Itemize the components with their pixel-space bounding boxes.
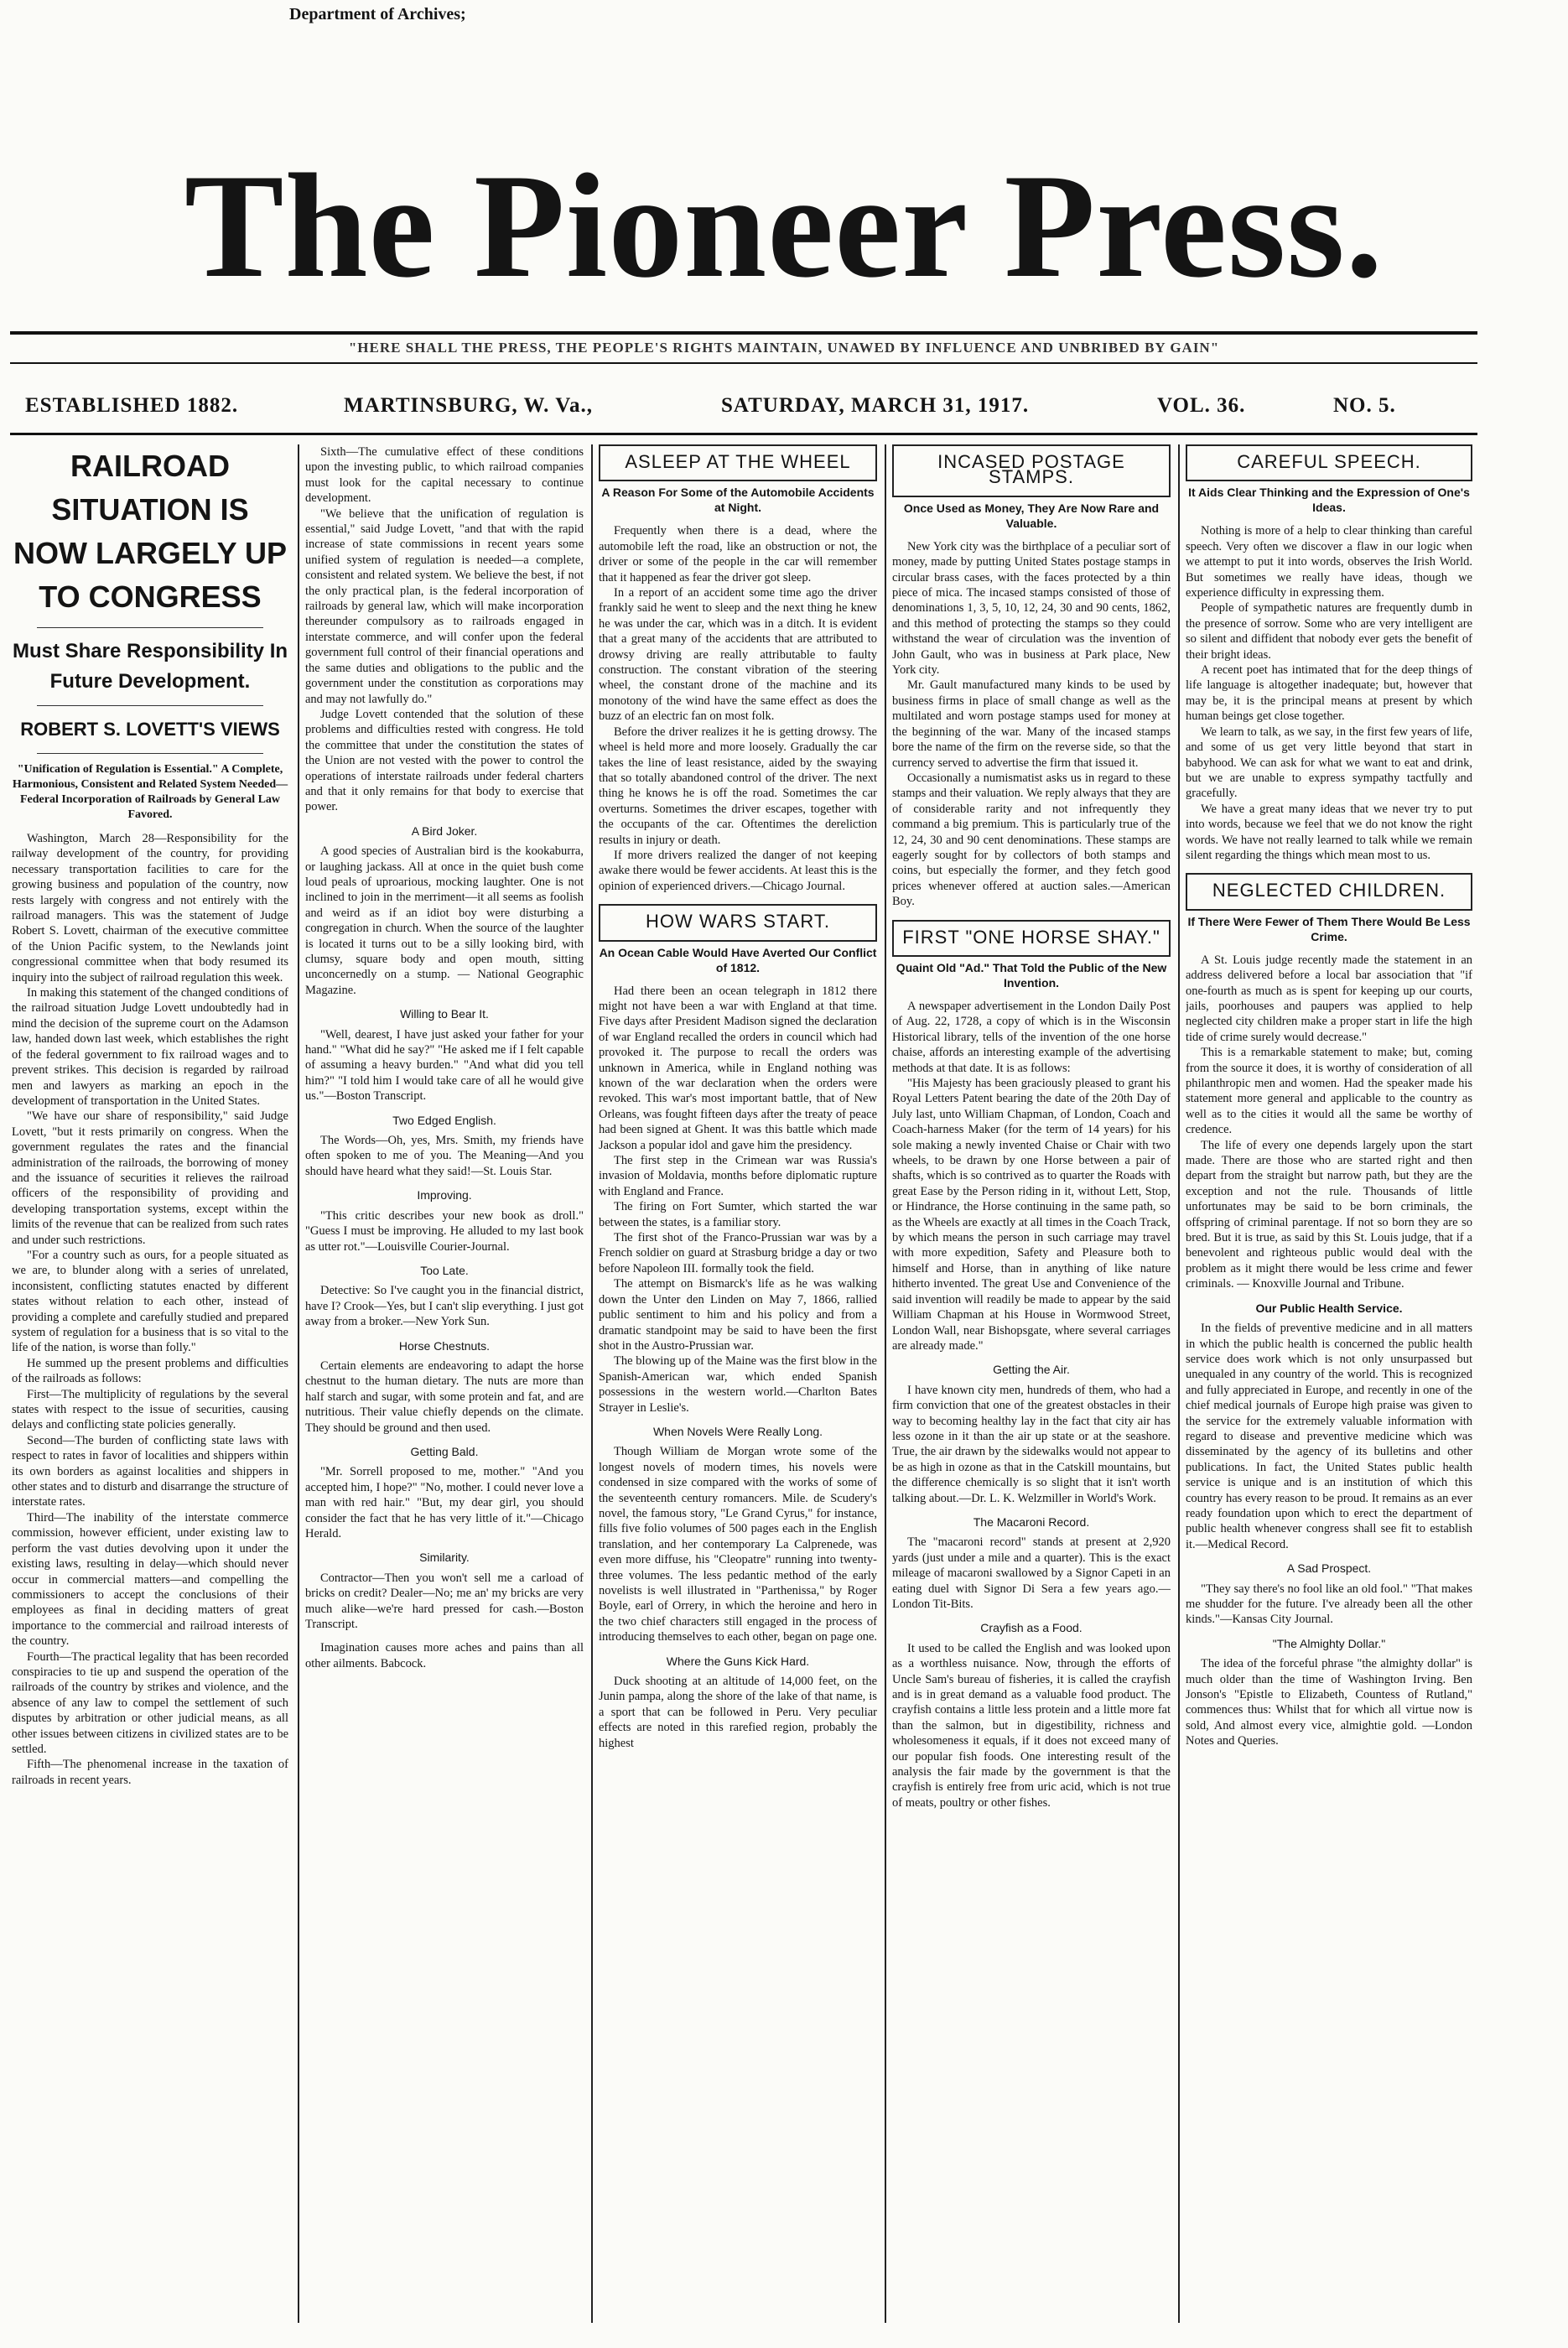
- paragraph: Nothing is more of a help to clear thinking than careful speech. Very often we discover a flaw in our logic when we attempt to put it into words, observes the Irish World. But sometimes we really have ideas, though we experience difficulty in expressing them.: [1186, 524, 1472, 600]
- item-title: A Bird Joker.: [411, 823, 478, 838]
- paragraph: The firing on Fort Sumter, which started the war between the states, is a familiar story.: [599, 1200, 877, 1229]
- col3-headline2-box: [599, 904, 877, 941]
- paragraph: Judge Lovett contended that the solution of these problems and difficulties rested with congress. He told the committee that under the constitution the states of the Union are not vested with the power to control the operations of interstate railroads under federal charters and that it only remains for that body to exercise that power.: [305, 707, 584, 814]
- item-title: Getting Bald.: [410, 1444, 479, 1458]
- motto: "HERE SHALL THE PRESS, THE PEOPLE'S RIGHTS MAINTAIN, UNAWED BY INFLUENCE AND UNBRIBED BY GAIN": [348, 340, 1220, 356]
- col1-byline: ROBERT S. LOVETT'S VIEWS: [20, 719, 280, 740]
- item-text: The idea of the forceful phrase "the almighty dollar" is much older than the time of Washington Irving. Ben Jonson's "Epistle to Elizabeth, Countess of Rutland," commences thus: Whilst that for which all virtue now is sold, And almost every vice, almightie gold. —London Notes and Queries.: [1186, 1657, 1472, 1748]
- col5-headline: CAREFUL SPEECH.: [1237, 451, 1421, 472]
- item-title: Too Late.: [420, 1263, 469, 1277]
- col4-deck2: Quaint Old "Ad." That Told the Public of the New Invention.: [896, 960, 1167, 990]
- dateline: [25, 394, 1484, 428]
- col5-headline2-box: [1186, 873, 1472, 910]
- item-title: Willing to Bear It.: [400, 1007, 489, 1021]
- paragraph: If more drivers realized the danger of not keeping awake there would be fewer accidents. At least this is the opinion of experienced drivers.—Chicago Journal.: [599, 848, 877, 893]
- item-title: Improving.: [417, 1188, 472, 1203]
- column-divider: [1178, 444, 1180, 2323]
- col3-deck: A Reason For Some of the Automobile Accidents at Night.: [601, 486, 875, 515]
- paragraph: Mr. Gault manufactured many kinds to be used by business firms in place of small change as well as the multilated and worn postage stamps used for money at the beginning of the war. Many of the incased stamps bore the name of the firm on the reverse side, so that the currency served to advertise the firm that issued it.: [892, 678, 1171, 770]
- col4-deck: Once Used as Money, They Are Now Rare and Valuable.: [903, 501, 1160, 530]
- paragraph: Fifth—The phenomenal increase in the taxation of railroads in recent years.: [12, 1758, 288, 1787]
- paragraph: We have a great many ideas that we never try to put into words, because we feel that we do not know the right words. We have not really learned to talk while we remain silent regarding the things which mean most to us.: [1186, 802, 1472, 862]
- paragraph: Third—The inability of the interstate commerce commission, however efficient, under existing law to perform the vast duties devolving upon it under the existing laws, resulting in delay—which should never occur in commercial matters—and compelling the commissioners to accept the conclusions of their employees as final in deciding matters of great importance to the commercial and railroad interests of the country.: [12, 1510, 288, 1649]
- column-divider: [591, 444, 593, 2323]
- item-title: Crayfish as a Food.: [980, 1621, 1083, 1635]
- paragraph: Occasionally a numismatist asks us in regard to these stamps and their valuation. We reply always that they are of considerable rarity and not infrequently they command a big premium. This is particularly true of the 12, 24, 30 and 90 cent denominations. These stamps are eagerly sought for by collectors of both stamps and coins, but especially the former, and they fetch good prices whenever offered at auction sales.—American Boy.: [892, 771, 1171, 909]
- paragraph: "We have our share of responsibility," said Judge Lovett, "but it rests primarily on congress. When the government regulates the rates and the financial administration of the railroads, the borrowing of money and the issuance of securities it relieves the railroad officers of the responsibility of providing and developing transportation systems, except within the limits of the revenue that can be realized from such rates and under such restrictions.: [12, 1109, 288, 1247]
- column-3: [599, 444, 877, 2331]
- item-text: Imagination causes more aches and pains than all other ailments. Babcock.: [305, 1641, 584, 1670]
- col3-deck2: An Ocean Cable Would Have Averted Our Conflict of 1812.: [599, 945, 877, 974]
- place: MARTINSBURG, W. Va.,: [344, 394, 593, 417]
- col3-headline-box: [599, 444, 877, 481]
- column-divider: [298, 444, 299, 2323]
- item-text: I have known city men, hundreds of them, who had a firm conviction that one of the greatest obstacles in their way to becoming healthy lay in the fact that city air has less ozone in it than the air up state or at the seashore. True, the air drawn by the sidewalks would not appear to be as high in ozone as that in the Catskill mountains, but the difference chemically is so slight that it isn't worth talking about.—Dr. L. K. Welzmiller in World's Work.: [892, 1383, 1171, 1505]
- col4-headline-box: [892, 444, 1171, 497]
- item-text: The "macaroni record" stands at present at 2,920 yards (just under a mile and a quarter). This is the exact mileage of macaroni swallowed by a Signor Capeti in an eating duel with Signor Di Sera a few years ago.—London Tit-Bits.: [892, 1535, 1171, 1611]
- volume: VOL. 36.: [1157, 394, 1246, 417]
- paragraph: Washington, March 28—Responsibility for the railway development of the country, for providing necessary transportation facilities to care for the growing business and population of the country, now rests largely with congress and not entirely with the railroad managers. This was the statement of Judge Robert S. Lovett, chairman of the executive committee of the Union Pacific system, to the Newlands joint congressional committee when that body resumed its inquiry into the subject of railroad regulation this week.: [12, 832, 288, 984]
- col4-headline: INCASED POSTAGE STAMPS.: [937, 451, 1125, 488]
- paragraph: He summed up the present problems and difficulties of the railroads as follows:: [12, 1356, 288, 1386]
- column-1: [12, 444, 288, 2331]
- item-text: Contractor—Then you won't sell me a carload of bricks on credit? Dealer—No; me an' my bricks are very much alike—we're hard pressed for cash.—Boston Transcript.: [305, 1571, 584, 1632]
- paragraph: In a report of an accident some time ago the driver frankly said he went to sleep and the next thing he knew he was under the car, which was in a ditch. It is evident that a great many of the accidents that are attributed to drowsy driving are really attributable to faulty construction. The constant vibration of the steering wheel, the constant drone of the machine and its monotony of the wind have the same effect as does the buzz of an electric fan on most folk.: [599, 586, 877, 724]
- paragraph: Before the driver realizes it he is getting drowsy. The wheel is held more and more loosely. Gradually the car takes the line of least resistance, aided by the swaying that so totally abandoned control of the driver. The next thing he knows he is off the road. Sometimes the car overturns. Sometimes the driver escapes, together with the occupants of the car. Oftentimes the dereliction results in injury or death.: [599, 725, 877, 847]
- archive-stamp: Department of Archives;: [289, 5, 466, 23]
- paragraph: People of sympathetic natures are frequently dumb in the presence of sorrow. Some who are very intelligent are so silent and diffident that nobody ever gets the benefit of their bright ideas.: [1186, 601, 1472, 662]
- paragraph: The blowing up of the Maine was the first blow in the Spanish-American war, which ended Spanish possessions in the western world.—Charlton Bates Strayer in Leslie's.: [599, 1354, 877, 1415]
- item-title: The Macaroni Record.: [973, 1514, 1090, 1529]
- paragraph: The first step in the Crimean war was Russia's invasion of Moldavia, months before diplomatic rupture with England and France.: [599, 1154, 877, 1198]
- dateline-rule: [10, 433, 1477, 435]
- item-text: Detective: So I've caught you in the financial district, have I? Crook—Yes, but I can't slip everything. I just got away from a broker.—New York Sun.: [305, 1284, 584, 1329]
- motto-rule-top: [10, 331, 1477, 335]
- col4-headline2-box: [892, 920, 1171, 957]
- column-2: [305, 444, 584, 2331]
- item-text: "Mr. Sorrell proposed to me, mother." "And you accepted him, I hope?" "No, mother. I could never love a man with red hair." "But, my dear girl, you should consider the fact that he has very little of it."—Chicago Herald.: [305, 1465, 584, 1540]
- item-text: The Words—Oh, yes, Mrs. Smith, my friends have often spoken to me of you. The Meaning—And you should have heard what they said!—St. Louis Star.: [305, 1134, 584, 1178]
- paragraph: "His Majesty has been graciously pleased to grant his Royal Letters Patent bearing the date of the 20th Day of July last, unto William Chapman, of London, Coach and Coach-harness Maker (for the term of 14 years) for his sole making a newly invented Chaise or Chair with two wheels, to be drawn by one Horse between a pair of shafts, which is so contrived as to quarter the Roads with great Ease by the Person riding in it, without Lett, Stop, or Hindrance, the Horse continuing in the same path, so as the Wheels are exactly at all times in the Coach Track, by which means the person in such carriage may travel with more expedition, Safety and Pleasure both to himself and Horse, than in anything of like nature hitherto invented. The great Use and Convenience of the said invention will readily be made to appear by the said William Chapman at his House in Wormwood Street, London Wall, near Bishopsgate, where several carriages are already made.": [892, 1077, 1171, 1353]
- column-4: [892, 444, 1171, 2331]
- motto-rule-bottom: [10, 362, 1477, 364]
- item-text: Though William de Morgan wrote some of the longest novels of modern times, his novels were condensed in size compared with the works of some of the seventeenth century romancers. Mile. de Scudery's novel, the famous story, "Le Grand Cyrus," for instance, fills five folio volumes of 500 pages each in the English translation, and her contemporary La Calprenede, was even more diffuse, his "Cleopatre" running into twenty-three volumes. The less pedantic method of the early novelists is well illustrated in "Parthenissa," by Roger Boyle, earl of Orrery, in which the heroine and hero in the two chief characters still engaged in the process of introducing themselves to each other, began on page one.: [599, 1445, 877, 1644]
- paragraph: Fourth—The practical legality that has been recorded conspiracies to tie up and suspend the operation of the railroads of the country by strikes and violence, and the absence of any law to compel the settlement of such disputes by arbitration or other judicial means, as all other issues between citizens in civilized states are to be settled.: [12, 1649, 288, 1756]
- issue-number: NO. 5.: [1333, 394, 1396, 417]
- paragraph: Second—The burden of conflicting state laws with respect to rates in favor of localities and shippers within its own borders as against localities and shippers in other states and to disturb and disarrange the structure of interstate rates.: [12, 1433, 288, 1509]
- item-title: Getting the Air.: [993, 1363, 1070, 1377]
- paragraph: A newspaper advertisement in the London Daily Post of Aug. 22, 1728, a copy of which is in the Wisconsin Historical library, tells of the invention of the one horse chaise, affords an interesting example of the advertising methods at that date. It is as follows:: [892, 999, 1171, 1075]
- column-divider: [885, 444, 886, 2323]
- item-text: "This critic describes your new book as droll." "Guess I must be improving. He alluded to my last book as utter rot."—Louisville Courier-Journal.: [305, 1208, 584, 1254]
- paragraph: The life of every one depends largely upon the start made. There are those who are started right and then depart from the straight but narrow path, but they are the exception and not the rule. Thousands of little unfortunates may be said to be born criminals, the offspring of criminal parentage. If not so born they are so bred. But it is true, as said by this St. Louis judge, that if a benevolent and righteous public would deal with the problem as it might there would be less crime and fewer criminals. — Knoxville Journal and Tribune.: [1186, 1138, 1472, 1291]
- paragraph: A St. Louis judge recently made the statement in an address delivered before a local bar association that "if one-fourth as much as is spent for keeping up our courts, jails, poorhouses and paupers was applied to help neglected city children make a proper start in life the high tide of crime surely would decrease.": [1186, 953, 1472, 1044]
- item-text: Certain elements are endeavoring to adapt the horse chestnut to the human dietary. The nuts are more than half starch and sugar, with some protein and fat, and are nutritious. Their value chiefly depends on the climate. They should be ground and then used.: [305, 1358, 584, 1435]
- item-title: Where the Guns Kick Hard.: [666, 1654, 810, 1668]
- paragraph: First—The multiplicity of regulations by the several states with respect to the issue of securities, causing delays and conflicting state policies generally.: [12, 1387, 288, 1432]
- paragraph: New York city was the birthplace of a peculiar sort of money, made by putting United States postage stamps in circular brass cases, with the faces protected by a thin piece of mica. The incased stamps consisted of those of denominations 1, 3, 5, 10, 12, 24, 30 and 90 cents, 1862, and this method of protecting the stamps so they could withstand the wear of circulation was the invention of John Gault, who was in business at Park place, New York city.: [892, 539, 1171, 678]
- col3-headline: ASLEEP AT THE WHEEL: [625, 451, 851, 472]
- item-title: Horse Chestnuts.: [398, 1338, 491, 1353]
- paragraph: Had there been an ocean telegraph in 1812 there might not have been a war with England at that time. Five days after President Madison signed the declaration of war England recalled the orders in council which had provoked it. The purpose to recall the orders was unknown in America, while in England nothing was known of the war declaration when the orders were revoked. This war's most important battle, that of New Orleans, was fought fifteen days after the treaty of peace had been signed at Ghent. It was this battle which made Jackson a popular idol and gave him the presidency.: [599, 984, 877, 1152]
- paragraph: We learn to talk, as we say, in the first few years of life, and some of us get very little beyond that start in babyhood. We can ask for what we want to eat and drink, but we are unable to express sympathy tactfully and gracefully.: [1186, 725, 1472, 801]
- col1-body: [12, 831, 288, 1788]
- col5-headline2: NEGLECTED CHILDREN.: [1212, 880, 1446, 901]
- masthead: The Pioneer Press.: [184, 143, 1384, 309]
- paragraph: Frequently when there is a dead, where the automobile left the road, like an obstruction or not, the driver or some of the people in the car will remember that it happened as fear the driver got sleep.: [599, 524, 877, 584]
- item-text: "They say there's no fool like an old fool." "That makes me shudder for the future. I've already been all the other kinds."—Kansas City Journal.: [1186, 1582, 1472, 1627]
- item-text: In the fields of preventive medicine and in all matters in which the public health is concerned the public health service does work which is not only unsurpassed but unequaled in any country of the world. This is recognized and fully appreciated in Europe, and recently in one of the chief medical journals of Europe high praise was given to the service for the extremely valuable information with regard to disease and preventive medicine which was disseminated by the agency of its bulletins and other publications. In fact, the United States public health service is unique and is an institution of which this country has every reason to be proud. It remains as an ever ready foundation upon which to erect the department of public health whenever congress shall see fit to establish it.—Medical Record.: [1186, 1322, 1472, 1551]
- paragraph: This is a remarkable statement to make; but, coming from the source it does, it is worthy of consideration of all philanthropic men and women. Had the speaker made his statement more general and applicable to the country as well as to the cities it would all the same be worthy of credence.: [1186, 1046, 1472, 1137]
- item-title: Similarity.: [419, 1551, 470, 1565]
- item-text: It used to be called the English and was looked upon as a worthless nuisance. Now, through the efforts of Uncle Sam's bureau of fisheries, it is called the crayfish and is in great demand as a valuable food product. The crayfish contains a little less protein and a little more fat than the salmon, but in digestibility, richness and wholesomeness it equals, if it does not exceed many of our popular fish foods. One interesting result of the analysis the fair made by the government is that the crayfish is entirely free from uric acid, which is not true of meats, poultry or other fishes.: [892, 1641, 1171, 1810]
- col1-subhead: Must Share Responsibility In Future Development.: [12, 640, 288, 693]
- col1-deck: "Unification of Regulation is Essential." A Complete, Harmonious, Consistent and Related System Needed—Federal Incorporation of Railroads by General Law Favored.: [12, 763, 288, 821]
- paragraph: The first shot of the Franco-Prussian war was by a French soldier on guard at Strasburg bridge a day or two before Napoleon III. formally took the field.: [599, 1231, 877, 1275]
- col5-deck2: If There Were Fewer of Them There Would Be Less Crime.: [1187, 914, 1471, 943]
- col1-headline: RAILROAD SITUATION IS NOW LARGELY UP TO CONGRESS: [13, 449, 288, 614]
- paragraph: Sixth—The cumulative effect of these conditions upon the investing public, to which railroad companies must look for the capital necessary to continue development.: [305, 445, 584, 506]
- col5-deck: It Aids Clear Thinking and the Expression of One's Ideas.: [1188, 486, 1470, 515]
- item-title: A Sad Prospect.: [1286, 1561, 1372, 1576]
- paragraph: A recent poet has intimated that for the deep things of life language is altogether inadequate; but, however that may be, it is the principal means at present by which human beings get close together.: [1186, 663, 1472, 724]
- item-text: A good species of Australian bird is the kookaburra, or laughing jackass. All at once in the quiet bush come loud peals of uproarious, mocking laughter. One is not inclined to join in the merriment—it all seems as foolish and weird as if an idiot boy were disturbing a congregation in church. When the source of the laughter is located it turns out to be a silly looking bird, with clumsy, square body and open mouth, sitting unconcernedly on a stump. — National Geographic Magazine.: [305, 844, 584, 997]
- paragraph: "For a country such as ours, for a people situated as we are, to blunder along with a series of unrelated, inconsistent, conflicting statutes enacted by different states without relation to each other, instead of providing a complete and carefully studied and prepared system of regulation for a business that is so vital to the life of the nation, is worse than folly.": [12, 1248, 288, 1355]
- item-title: Two Edged English.: [392, 1113, 496, 1127]
- paragraph: "We believe that the unification of regulation is essential," said Judge Lovett, "and that with the rapid increase of state commissions in recent years some unified system of regulation is needed—a complete, consistent and related system. We believe the best, if not the only practical plan, is the federal incorporation of railroads by general law, which will make incorporation thereunder compulsory as to railroads engaged in interstate commerce, and will confer upon the federal government full control of their financial operations and the same duties and obligations to the public and the government under the constitution as corporations may and may not lawfully do.": [305, 506, 584, 706]
- col3-headline2: HOW WARS START.: [646, 911, 830, 932]
- item-text: Duck shooting at an altitude of 14,000 feet, on the Junin pampa, along the shore of the lake of that name, is a sport that can be followed in Peru. Very peculiar effects are noted in this rarefied region, probably the highest: [599, 1675, 877, 1750]
- paragraph: The attempt on Bismarck's life as he was walking down the Unter den Linden on May 7, 1866, rallied public sentiment to him and his policy and from a dramatic standpoint may be said to have been the first shot in the Austro-Prussian war.: [599, 1277, 877, 1353]
- item-text: "Well, dearest, I have just asked your father for your hand." "What did he say?" "He asked me if I felt capable of assuming a heavy burden." "And what did you tell him?" "I told him I would take care of all he would give us."—Boston Transcript.: [305, 1027, 584, 1104]
- paragraph: In making this statement of the changed conditions of the railroad situation Judge Lovett undoubtedly had in mind the decision of the supreme court on the Adamson law, handed down last week, which establishes the right of the federal government to fix railroad wages and to prevent strikes. This decision is regarded by railroad men and lawyers as marking an epoch in the development of transportation in the United States.: [12, 986, 288, 1108]
- established: ESTABLISHED 1882.: [25, 394, 239, 417]
- issue-date: SATURDAY, MARCH 31, 1917.: [721, 394, 1030, 417]
- column-5: [1186, 444, 1472, 2331]
- item-title: Our Public Health Service.: [1255, 1301, 1403, 1315]
- col5-headline-box: [1186, 444, 1472, 481]
- item-title: "The Almighty Dollar.": [1272, 1636, 1386, 1650]
- col4-headline2: FIRST "ONE HORSE SHAY.": [902, 926, 1160, 948]
- item-title: When Novels Were Really Long.: [652, 1424, 823, 1438]
